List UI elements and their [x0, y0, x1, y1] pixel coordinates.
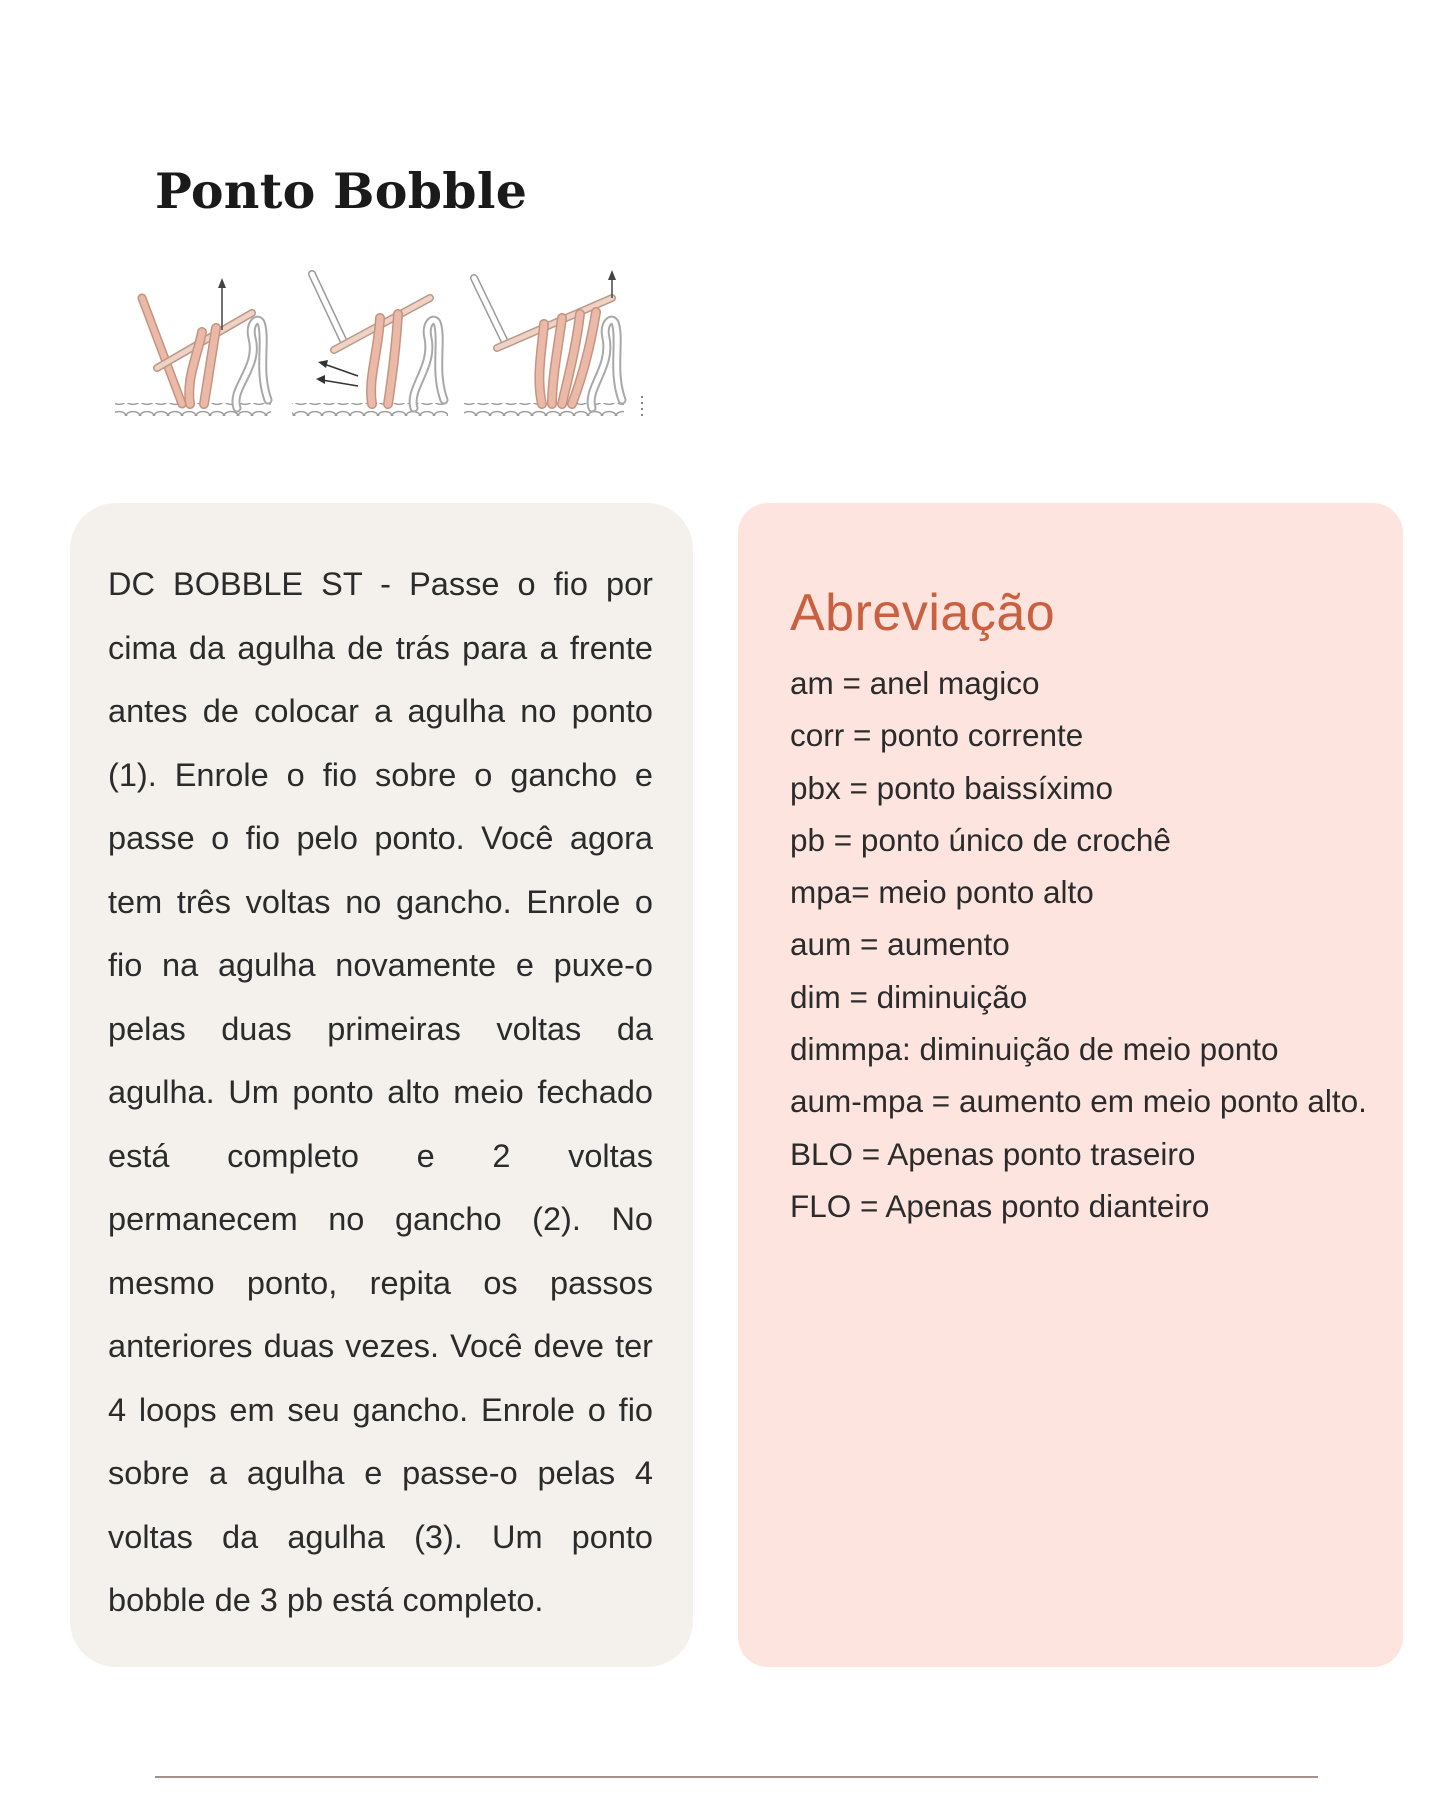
- diagram-step-3: [464, 270, 642, 418]
- bottom-divider: [155, 1776, 1318, 1778]
- abbreviation-item: mpa= meio ponto alto: [790, 874, 1094, 911]
- page-title: Ponto Bobble: [155, 162, 528, 220]
- bobble-stitch-diagram: [112, 268, 652, 438]
- abbreviation-item: FLO = Apenas ponto dianteiro: [790, 1187, 1210, 1224]
- abbreviation-item: dimmpa: diminuição de meio ponto: [790, 1031, 1279, 1068]
- abbreviation-item: dim = diminuição: [790, 978, 1028, 1015]
- abbreviations-card: [738, 503, 1403, 1667]
- diagram-step-1: [115, 278, 271, 416]
- abbreviation-item: pb = ponto único de crochê: [790, 821, 1171, 858]
- abbreviation-item: aum = aumento: [790, 926, 1010, 963]
- abbreviations-list: [790, 657, 1403, 1232]
- abbreviation-item: am = anel magico: [790, 665, 1040, 701]
- diagram-step-2: [292, 274, 448, 416]
- abbreviation-item: BLO = Apenas ponto traseiro: [790, 1135, 1196, 1172]
- abbreviation-item: aum-mpa = aumento em meio ponto alto.: [790, 1083, 1367, 1120]
- abbreviations-heading: Abreviação: [790, 584, 1056, 642]
- abbreviation-item: pbx = ponto baissíximo: [790, 769, 1114, 806]
- abbreviation-item: corr = ponto corrente: [790, 717, 1084, 754]
- instructions-card: [70, 503, 693, 1667]
- instructions-text: DC BOBBLE ST - Passe o fio por cima da agulha de trás para a frente antes de colocar a agulha no ponto (1). Enrole o fio sobre o gancho e passe o fio pelo ponto. Você agora tem três voltas no gancho. Enrole o fio na agulha novamente e puxe-o pelas duas primeiras voltas da agulha. Um ponto alto meio fechado está completo e 2 voltas permanecem no gancho (2). No mesmo ponto, repita os passos anteriores duas vezes. Você deve ter 4 loops em seu gancho. Enrole o fio sobre a agulha e passe-o pelas 4 voltas da agulha (3). Um ponto bobble de 3 pb está completo.: [108, 566, 653, 1618]
